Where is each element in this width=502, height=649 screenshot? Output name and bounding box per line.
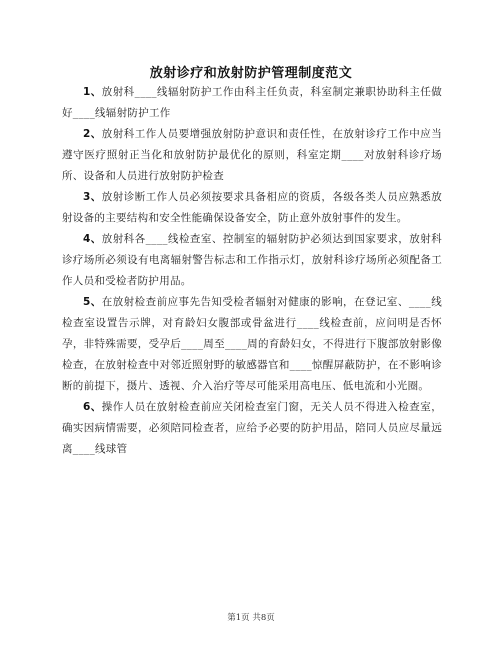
page-footer: 第1页 共8页 xyxy=(227,613,275,623)
paragraph-3 xyxy=(62,187,442,229)
paragraph-4 xyxy=(62,229,442,292)
paragraph-6 xyxy=(62,397,442,460)
paragraph-number: 6、 xyxy=(83,401,102,413)
paragraph-1 xyxy=(62,82,442,124)
paragraph-text: 放射科各____线检查室、控制室的辐射防护必须达到国家要求，放射科诊疗场所必须设有电离辐射警告标志和工作指示灯，放射科诊疗场所必须配备工作人员和受检者防护用品。 xyxy=(62,233,443,287)
paragraph-number: 4、 xyxy=(83,233,102,245)
paragraph-number: 1、 xyxy=(83,86,102,98)
paragraph-number: 2、 xyxy=(83,128,102,140)
paragraph-2 xyxy=(62,124,442,187)
document-body xyxy=(62,82,442,460)
paragraph-text: 放射诊断工作人员必须按要求具备相应的资质，各级各类人员应熟悉放射设备的主要结构和安全性能确保设备安全，防止意外放射事件的发生。 xyxy=(62,191,442,224)
paragraph-number: 5、 xyxy=(83,296,102,308)
paragraph-text: 放射科工作人员要增强放射防护意识和责任性，在放射诊疗工作中应当遵守医疗照射正当化和放射防护最优化的原则，科室定期____对放射科诊疗场所、设备和人员进行放射防护检查 xyxy=(62,128,442,182)
paragraph-number: 3、 xyxy=(83,191,102,203)
document-title: 放射诊疗和放射防护管理制度范文 xyxy=(149,66,353,81)
paragraph-text: 在放射检查前应事先告知受检者辐射对健康的影响，在登记室、____线检查室设置告示牌，对育龄妇女腹部或骨盆进行____线检查前，应问明是否怀孕，非特殊需要，受孕后____周至____周的育龄妇女，不得进行下腹部放射影像检查，在放射检查中对邻近照射野的敏感器官和____惊醒屏蔽防护，在不影响诊断的前提下，摄片、透视、介入治疗等尽可能采用高电压、低电流和小光圈。 xyxy=(62,296,443,392)
paragraph-5 xyxy=(62,292,442,397)
paragraph-text: 放射科____线辐射防护工作由科主任负责，科室制定兼职协助科主任做好____线辐射防护工作 xyxy=(62,86,443,119)
paragraph-text: 操作人员在放射检查前应关闭检查室门窗，无关人员不得进入检查室，确实因病情需要，必须陪同检查者，应给予必要的防护用品，陪同人员应尽量远离____线球管 xyxy=(62,401,442,455)
